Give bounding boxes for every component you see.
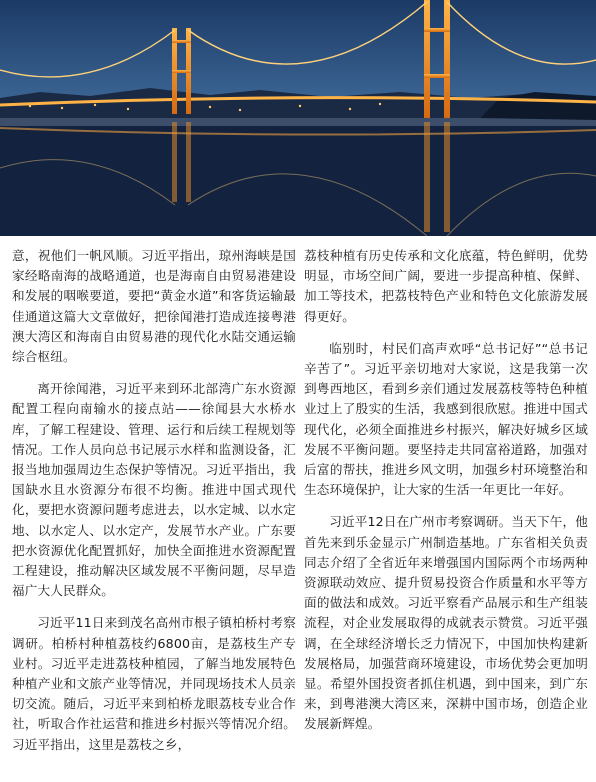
paragraph: 荔枝种植有历史传承和文化底蕴，特色鲜明，优势明显，市场空间广阔，要进一步提高种植、保鲜、加工等技术，把荔枝特色产业和特色文化旅游发展得更好。 bbox=[304, 248, 588, 324]
paragraph: 意，祝他们一帆风顺。习近平指出，琼州海峡是国家经略南海的战略通道，也是海南自由贸易港建设和发展的咽喉要道，要把“黄金水道”和客货运输最佳通道这篇大文章做好，把徐闻港打造成连接粤港澳大湾区和海南自由贸易港的现代化水陆交通运输综合枢纽。 bbox=[12, 248, 296, 365]
paragraph: 习近平11日来到茂名高州市根子镇柏桥村考察调研。柏桥村种植荔枝约6800亩，是荔枝生产专业村。习近平走进荔枝种植园，了解当地发展特色种植产业和文旅产业等情况，并同现场技术人员亲切交流。随后，习近平来到柏桥龙眼荔枝专业合作社，听取合作社运营和推进乡村振兴等情况介绍。习近平指出，这里是荔枝之乡， bbox=[12, 615, 296, 752]
paragraph: 习近平12日在广州市考察调研。当天下午，他首先来到乐金显示广州制造基地。广东省相关负责同志介绍了全省近年来增强国内国际两个市场两种资源联动效应、提升贸易投资合作质量和水平等方面的做法和成效。习近平察看产品展示和生产组装流程，对企业发展取得的成就表示赞赏。习近平强调，在全球经济增长乏力情况下，中国加快构建新发展格局，加强营商环境建设，市场优势会更加明显。希望外国投资者抓住机遇，到中国来，到广东来，到粤港澳大湾区来，深耕中国市场，创造企业发展新辉煌。 bbox=[304, 514, 588, 732]
article-body bbox=[12, 246, 588, 776]
bridge-night-photo-icon bbox=[0, 0, 596, 236]
paragraph: 临别时，村民们高声欢呼“总书记好”“总书记辛苦了”。习近平亲切地对大家说，这是我第一次到粤西地区，看到乡亲们通过发展荔枝等特色种植业过上了殷实的生活，我感到很欣慰。推进中国式现代化，必须全面推进乡村振兴，解决好城乡区域发展不平衡问题。要坚持走共同富裕道路，加强对后富的帮扶，推进乡风文明，加强乡村环境整治和生态环境保护，让大家的生活一年更比一年好。 bbox=[304, 340, 588, 498]
right-column bbox=[304, 246, 588, 776]
paragraph: 离开徐闻港，习近平来到环北部湾广东水资源配置工程向南输水的接点站——徐闻县大水桥水库，了解工程建设、管理、运行和后续工程规划等情况。工作人员向总书记展示水样和监测设备，汇报当地加强周边生态保护等情况。习近平指出，我国缺水且水资源分布很不均衡。推进中国式现代化，要把水资源问题考虑进去，以水定城、以水定地、以水定人、以水定产，发展节水产业。广东要把水资源优化配置抓好，加快全面推进水资源配置工程建设，推动解决区域发展不平衡问题，尽早造福广大人民群众。 bbox=[12, 381, 296, 599]
left-column bbox=[12, 246, 296, 776]
hero-photo-bridge bbox=[0, 0, 596, 236]
